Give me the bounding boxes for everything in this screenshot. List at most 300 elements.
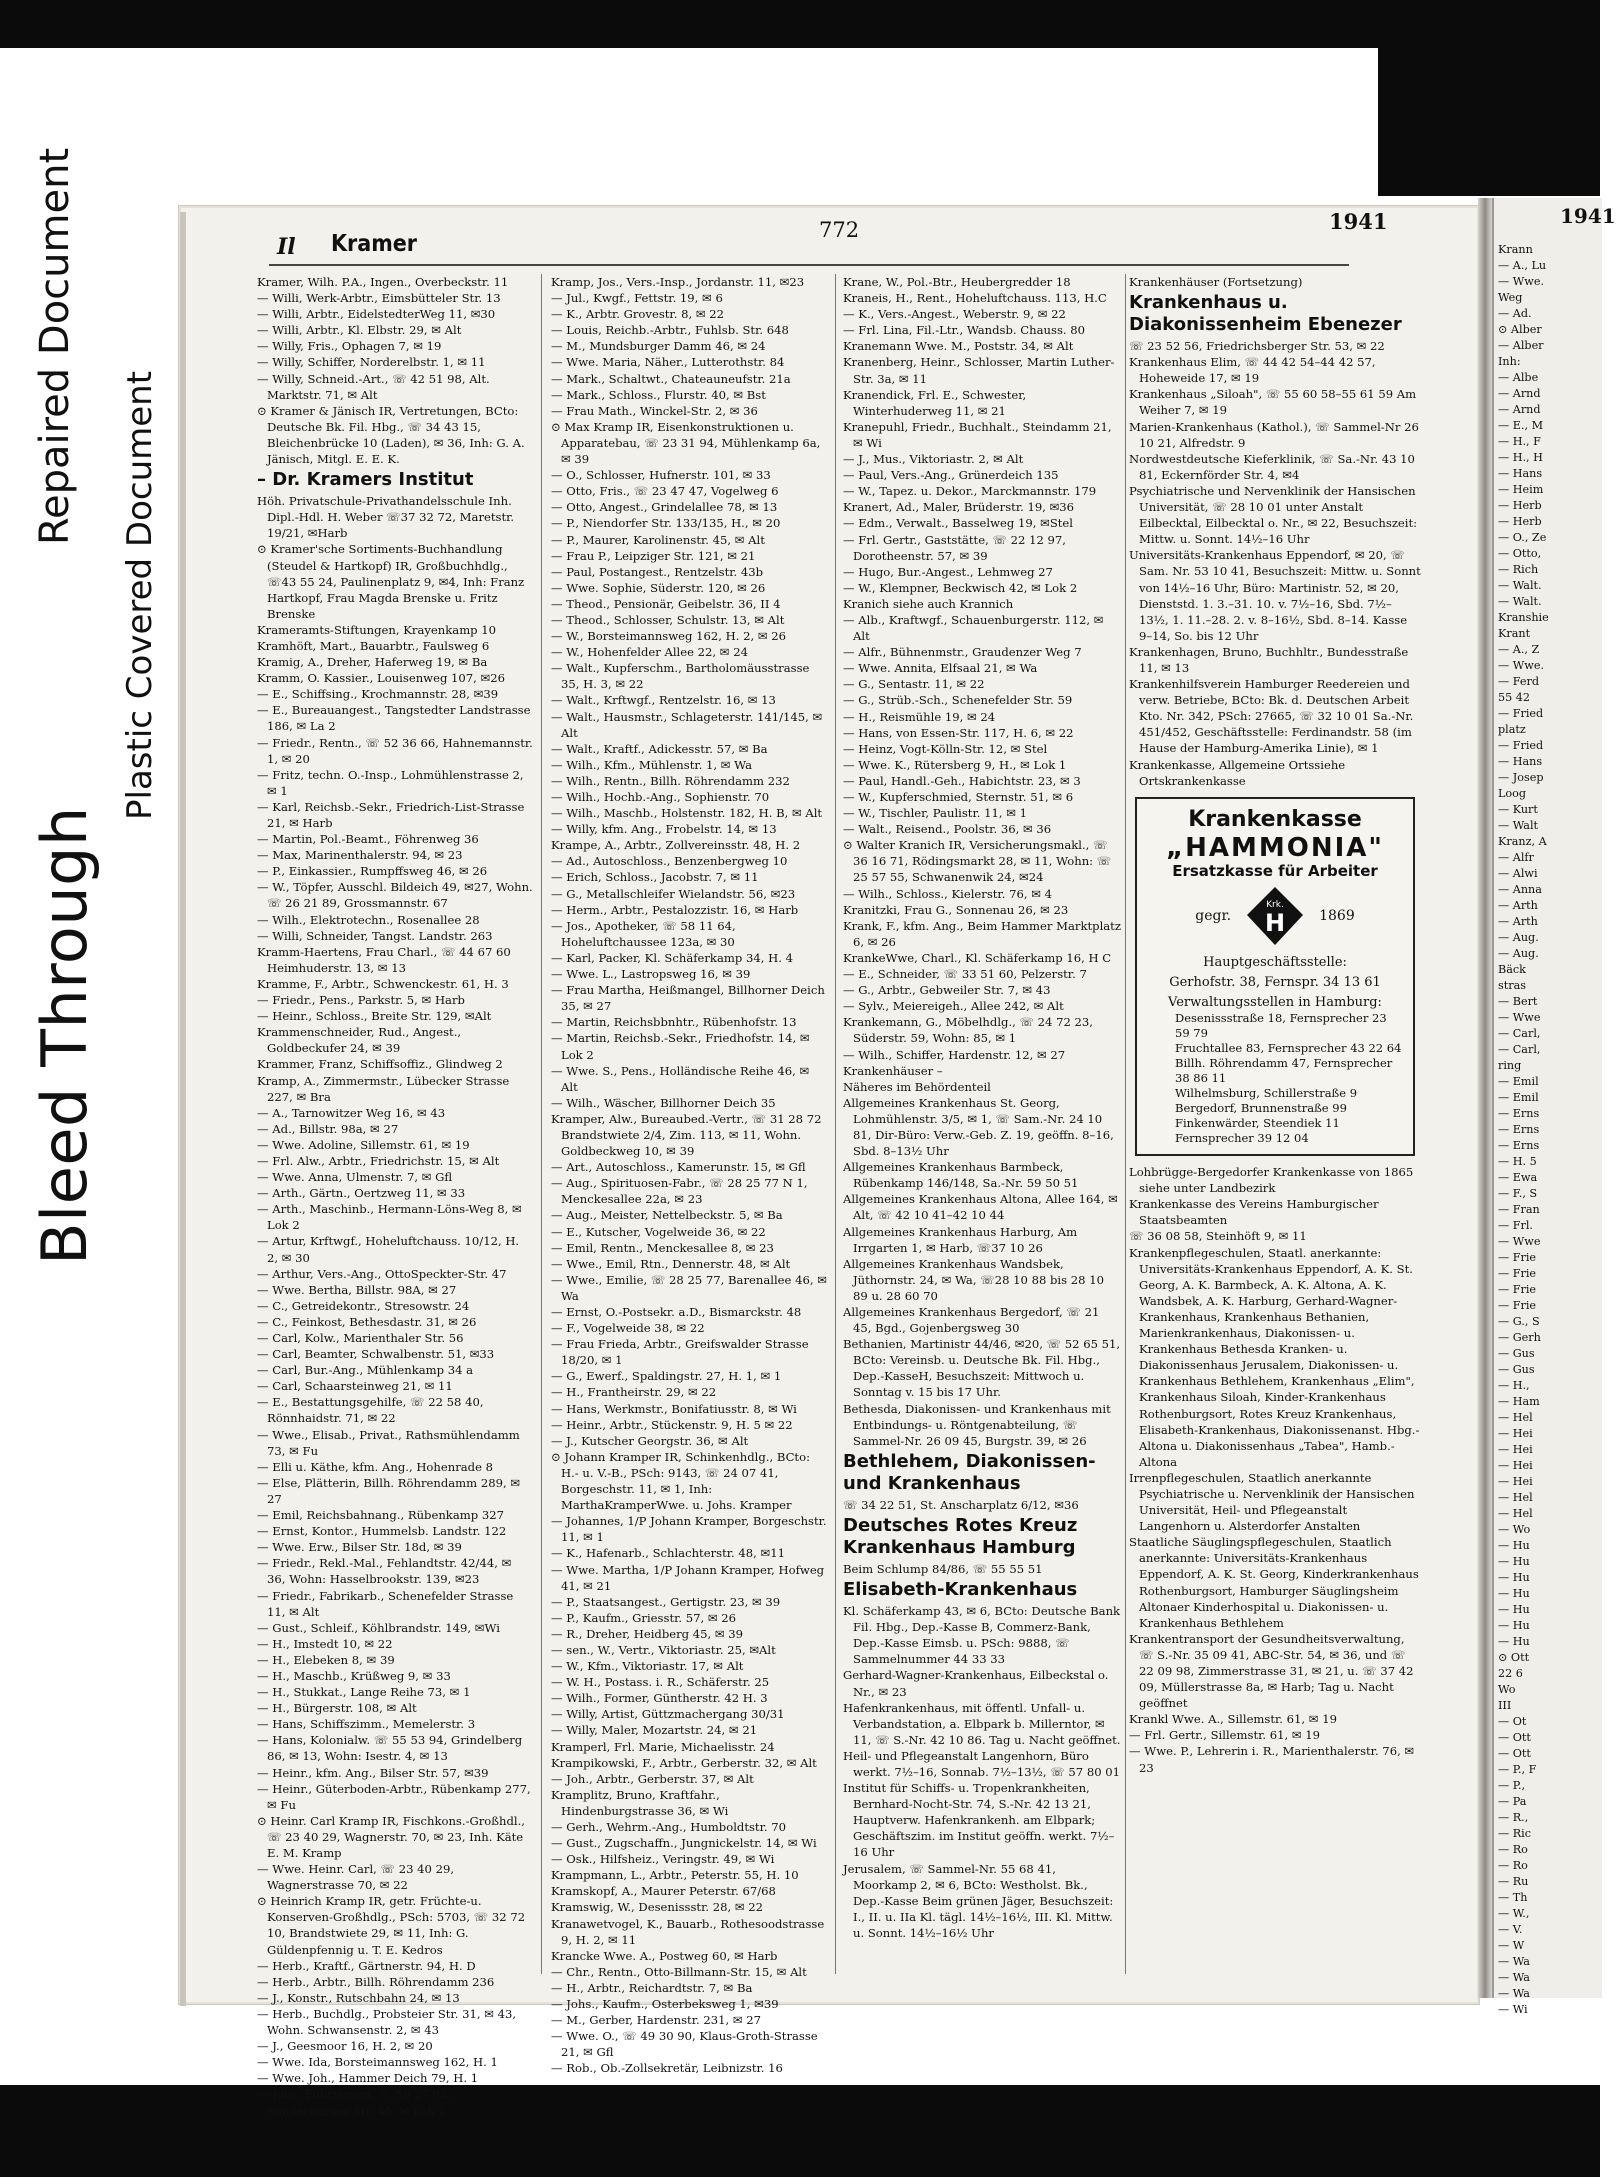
facing-line: — Arnd: [1498, 403, 1541, 416]
directory-entry: Kraneis, H., Rent., Hoheluftchauss. 113, H.C: [843, 291, 1107, 306]
directory-entry: — Friedr., Rekl.-Mal., Fehlandtstr. 42/44, ✉ 36, Wohn: Hasselbrookstr. 139, ✉23: [257, 1556, 512, 1587]
facing-line: — Otto,: [1498, 547, 1542, 560]
directory-entry: Krankemann, G., Möbelhdlg., ☏ 24 72 23, Süderstr. 59, Wohn: 85, ✉ 1: [843, 1015, 1093, 1046]
directory-entry: Bergedorf, Brunnenstraße 99: [1175, 1101, 1347, 1116]
facing-line: — Arth: [1498, 915, 1538, 928]
facing-line: ⊙ Alber: [1498, 323, 1542, 336]
facing-line: ring: [1498, 1059, 1522, 1072]
directory-entry: — Carl, Schaarsteinweg 21, ✉ 11: [257, 1379, 453, 1394]
directory-entry: ☏ 34 22 51, St. Anscharplatz 6/12, ✉36: [843, 1497, 1079, 1512]
facing-line: — O., Ze: [1498, 531, 1547, 544]
directory-entry: Allgemeines Krankenhaus Wandsbek, Jüthornstr. 24, ✉ Wa, ☏28 10 88 bis 28 10 89 u. 28 60 70: [843, 1256, 1104, 1303]
directory-entry: Näheres im Behördenteil: [843, 1079, 991, 1094]
directory-entry: Krankl Wwe. A., Sillemstr. 61, ✉ 19: [1129, 1712, 1337, 1727]
directory-entry: — Jos., Apotheker, ☏ 58 11 64, Hoheluftchaussee 123a, ✉ 30: [551, 918, 736, 949]
facing-line: — Kurt: [1498, 803, 1538, 816]
directory-entry: — Else, Plätterin, Billh. Röhrendamm 289, ✉ 27: [257, 1475, 521, 1506]
directory-entry: — Heinr., kfm. Ang., Bilser Str. 57, ✉39: [257, 1765, 489, 1780]
directory-entry: — Max, Marinenthalerstr. 94, ✉ 23: [257, 848, 463, 863]
directory-entry: — Walt., Reisend., Poolstr. 36, ✉ 36: [843, 822, 1052, 837]
directory-entry: Krankenhäuser –: [843, 1063, 943, 1078]
directory-entry: — Wwe., Emil, Rtn., Dennerstr. 48, ✉ Alt: [551, 1256, 791, 1271]
directory-entry: — K., Arbtr. Grovestr. 8, ✉ 22: [551, 307, 724, 322]
facing-line: — H., F: [1498, 435, 1541, 448]
directory-entry: Lohbrügge-Bergedorfer Krankenkasse von 1865 siehe unter Landbezirk: [1129, 1165, 1414, 1196]
directory-entry: — Wwe. Heinr. Carl, ☏ 23 40 29, Wagnerstrasse 70, ✉ 22: [257, 1862, 455, 1893]
facing-line: — Hel: [1498, 1507, 1533, 1520]
facing-line: — Walt.: [1498, 595, 1542, 608]
directory-entry: — Frl. Lina, Fil.-Ltr., Wandsb. Chauss. 80: [843, 323, 1086, 338]
facing-line: — Alfr: [1498, 851, 1534, 864]
column-1: [257, 274, 533, 2118]
directory-entry: Jerusalem, ☏ Sammel-Nr. 55 68 41, Moorkamp 2, ✉ 6, BCto: Westholst. Bk., Dep.-Kasse Beim grünen Jäger, Besuchszeit: I., II. u. IIa Kl. tägl. 14½–16½, III. Kl. Mittw. u. Sonnt. 14½–16½ Uhr: [843, 1861, 1114, 1940]
facing-line: — Wa: [1498, 1987, 1530, 2000]
directory-entry: — P., Kaufm., Griesstr. 57, ✉ 26: [551, 1610, 737, 1625]
directory-entry: — Edm., Verwalt., Basselweg 19, ✉Stel: [843, 516, 1073, 531]
directory-entry: — Heinz, Vogt-Kölln-Str. 12, ✉ Stel: [843, 741, 1048, 756]
directory-entry: — Walt., Hausmstr., Schlageterstr. 141/145, ✉ Alt: [551, 709, 823, 740]
directory-entry: — Willy, kfm. Ang., Frobelstr. 14, ✉ 13: [551, 822, 777, 837]
directory-entry: ⊙ Kramer'sche Sortiments-Buchhandlung (Steudel & Hartkopf) IR, Großbuchhdlg., ☏43 55 24, Paulinenplatz 9, ✉4, Inh: Franz Hartkopf, Frau Magda Brenske u. Fritz Brenske: [257, 542, 525, 621]
directory-entry: — Heinr., Güterboden-Arbtr., Rübenkamp 277, ✉ Fu: [257, 1781, 531, 1812]
facing-line: — Ru: [1498, 1875, 1529, 1888]
directory-entry: — W., Klempner, Beckwisch 42, ✉ Lok 2: [843, 580, 1078, 595]
facing-line: stras: [1498, 979, 1526, 992]
directory-entry: — Ad., Autoschloss., Benzenbergweg 10: [551, 854, 788, 869]
column-separator: [541, 274, 542, 1974]
directory-entry: — Martin, Reichsbbnhtr., Rübenhofstr. 13: [551, 1015, 797, 1030]
directory-entry: — Theod., Pensionär, Geibelstr. 36, II 4: [551, 596, 781, 611]
facing-line: — Ad.: [1498, 307, 1532, 320]
directory-entry: Allgemeines Krankenhaus St. Georg, Lohmühlenstr. 3/5, ✉ 1, ☏ Sam.-Nr. 24 10 81, Dir-Büro: Verw.-Geb. Z. 19, geöffn. 8–16, Sbd. 8–13½ Uhr: [843, 1095, 1114, 1159]
directory-entry: — Carl, Kolw., Marienthaler Str. 56: [257, 1331, 464, 1345]
directory-entry: — G., Sentastr. 11, ✉ 22: [843, 677, 985, 692]
directory-entry: Kramperl, Frl. Marie, Michaelisstr. 24: [551, 1739, 775, 1754]
facing-line: — A., Lu: [1498, 259, 1547, 272]
facing-line: — G., S: [1498, 1315, 1540, 1328]
directory-entry: — G., Strüb.-Sch., Schenefelder Str. 59: [843, 693, 1073, 708]
directory-entry: Krampmann, L., Arbtr., Peterstr. 55, H. 10: [551, 1868, 799, 1883]
directory-entry: Kramm, O. Kassier., Louisenweg 107, ✉26: [257, 671, 506, 686]
directory-entry: — P., Maurer, Karolinenstr. 45, ✉ Alt: [551, 532, 765, 547]
directory-entry: — Arthur, Vers.-Ang., OttoSpeckter-Str. 47: [257, 1266, 507, 1281]
facing-line: — Aug.: [1498, 947, 1539, 960]
facing-line: — Hu: [1498, 1635, 1530, 1648]
directory-entry: — Carl, Bur.-Ang., Mühlenkamp 34 a: [257, 1363, 474, 1378]
directory-entry: — Friedr., Pens., Parkstr. 5, ✉ Harb: [257, 993, 465, 1008]
directory-entry: — P., Staatsangest., Gertigstr. 23, ✉ 39: [551, 1594, 781, 1609]
directory-entry: — J., Geesmoor 16, H. 2, ✉ 20: [257, 2039, 433, 2054]
ad-hq-title: Hauptgeschäftsstelle:: [1203, 954, 1347, 970]
directory-entry: — Gerh., Wehrm.-Ang., Humboldtstr. 70: [551, 1820, 786, 1834]
directory-entry: — Johs., Kaufm., Osterbeksweg 1, ✉39: [551, 1997, 779, 2012]
directory-entry: — Gust., Schleif., Köhlbrandstr. 149, ✉Wi: [257, 1620, 500, 1635]
facing-line: — Ewa: [1498, 1171, 1538, 1184]
facing-line: — P.,: [1498, 1779, 1526, 1792]
directory-entry: — Sylv., Meiereigeh., Allee 242, ✉ Alt: [843, 999, 1064, 1014]
directory-entry: — Erich, Schloss., Jacobstr. 7, ✉ 11: [551, 870, 759, 885]
facing-line: — Hans: [1498, 755, 1543, 768]
directory-entry: Heil- und Pflegeanstalt Langenhorn, Büro werkt. 7½–16, Sonnab. 7½–13½, ☏ 57 80 01: [843, 1748, 1121, 1779]
directory-entry: — Wilh., Kfm., Mühlenstr. 1, ✉ Wa: [551, 757, 752, 772]
directory-entry: — Wilh., Maschb., Holstenstr. 182, H. B, ✉ Alt: [551, 806, 823, 821]
directory-entry: Krampe, A., Arbtr., Zollvereinsstr. 48, H. 2: [551, 838, 801, 853]
directory-entry: — Paul, Handl.-Geh., Habichtstr. 23, ✉ 3: [843, 773, 1081, 788]
directory-entry: Bethanien, Martinistr 44/46, ✉20, ☏ 52 65 51, BCto: Vereinsb. u. Deutsche Bk. Fil. Hbg., Dep.-KasseH, Besuchszeit: Mittwoch u. Sonntag v. 15 bis 17 Uhr.: [843, 1337, 1121, 1400]
directory-entry: Krameramts-Stiftungen, Krayenkamp 10: [257, 622, 497, 637]
column-4-top: [1129, 274, 1421, 789]
directory-entry: Krankenhagen, Bruno, Buchhltr., Bundesstraße 11, ✉ 13: [1129, 644, 1409, 675]
directory-entry: Deutsches Rotes Kreuz Krankenhaus Hamburg: [843, 1514, 1078, 1558]
directory-entry: — W., Töpfer, Ausschl. Bildeich 49, ✉27, Wohn. ☏ 26 21 89, Grossmannstr. 67: [257, 880, 533, 911]
directory-entry: ☏ 23 52 56, Friedrichsberger Str. 53, ✉ 22: [1129, 339, 1385, 354]
directory-entry: Fruchtallee 83, Fernsprecher 43 22 64: [1175, 1041, 1402, 1056]
directory-entry: — Chr., Rentn., Otto-Billmann-Str. 15, ✉ Alt: [551, 1964, 807, 1979]
directory-entry: — Frl. Alw., Arbtr., Friedrichstr. 15, ✉ Alt: [257, 1153, 500, 1168]
directory-entry: — Karl, Packer, Kl. Schäferkamp 34, H. 4: [551, 950, 793, 965]
facing-line: — Frie: [1498, 1267, 1537, 1280]
directory-entry: — Louis, Reichb.-Arbtr., Fuhlsb. Str. 648: [551, 323, 789, 338]
directory-entry: — Wwe. Anna, Ulmenstr. 7, ✉ Gfl: [257, 1170, 453, 1185]
directory-entry: — A., Tarnowitzer Weg 16, ✉ 43: [257, 1105, 446, 1120]
directory-entry: — Alfr., Bühnenmstr., Graudenzer Weg 7: [843, 645, 1082, 660]
directory-entry: — Friedr., Rentn., ☏ 52 36 66, Hahnemannstr. 1, ✉ 20: [257, 735, 533, 766]
facing-line: — W: [1498, 1939, 1525, 1952]
facing-line: — H., H: [1498, 451, 1543, 464]
facing-line: — H. 5: [1498, 1155, 1537, 1168]
ad-line-3: Ersatzkasse für Arbeiter: [1172, 861, 1378, 880]
directory-entry: Kranawetvogel, K., Bauarb., Rothesoodstrasse 9, H. 2, ✉ 11: [551, 1916, 825, 1947]
directory-entry: — H., Frantheirstr. 29, ✉ 22: [551, 1385, 717, 1400]
directory-entry: — G., Arbtr., Gebweiler Str. 7, ✉ 43: [843, 983, 1051, 998]
facing-line: — Bert: [1498, 995, 1538, 1008]
ad-branches: [1147, 1011, 1403, 1146]
facing-line: — A., Z: [1498, 643, 1540, 656]
directory-entry: — Wwe. O., ☏ 49 30 90, Klaus-Groth-Strasse 21, ✉ Gfl: [551, 2029, 818, 2060]
directory-entry: — Wwe. Joh., Hammer Deich 79, H. 1: [257, 2071, 479, 2086]
label-plastic-covered-document: Plastic Covered Document: [120, 370, 160, 820]
directory-entry: Wilhelmsburg, Schillerstraße 9: [1175, 1086, 1358, 1101]
facing-line: — Hans: [1498, 467, 1543, 480]
hammonia-advertisement: [1135, 797, 1415, 1156]
facing-line: Bäck: [1498, 963, 1526, 976]
facing-page: [1492, 198, 1616, 2016]
directory-entry: — J., Kutscher Georgstr. 36, ✉ Alt: [551, 1433, 749, 1448]
directory-entry: — Wilh., Schiffer, Hardenstr. 12, ✉ 27: [843, 1047, 1066, 1062]
facing-line: — V.: [1498, 1923, 1523, 1936]
directory-entry: — Wilh., Former, Güntherstr. 42 H. 3: [551, 1691, 768, 1706]
directory-entry: Kranich siehe auch Krannich: [843, 596, 1014, 611]
directory-entry: — K., Hafenarb., Schlachterstr. 48, ✉11: [551, 1546, 785, 1561]
directory-entry: — W., Tischler, Paulistr. 11, ✉ 1: [843, 806, 1028, 821]
facing-line: — Hei: [1498, 1427, 1533, 1440]
directory-entry: ⊙ Walter Kranich IR, Versicherungsmakl., ☏ 36 16 71, Rödingsmarkt 28, ✉ 11, Wohn: ☏ 25 57 55, Schwanenwik 24, ✉24: [843, 838, 1112, 885]
directory-entry: — Ernst, O.-Postsekr. a.D., Bismarckstr. 48: [551, 1305, 802, 1319]
directory-entry: — Osk., Hilfsheiz., Veringstr. 49, ✉ Wi: [551, 1852, 775, 1867]
facing-line: — Ric: [1498, 1827, 1532, 1840]
directory-entry: — Wilh., Schloss., Kielerstr. 76, ✉ 4: [843, 886, 1052, 901]
column-separator: [835, 274, 836, 1974]
directory-entry: Kramswig, W., Desenissstr. 28, ✉ 22: [551, 1900, 763, 1915]
directory-entry: ⊙ Johann Kramper IR, Schinkenhdlg., BCto: H.- u. V.-B., PSch: 9143, ☏ 24 07 41, Borgeschstr. 11, ✉ 1, Inh: MarthaKramperWwe. u. Johs. Kramper: [551, 1449, 810, 1513]
directory-entry: — Wwe. K., Rütersberg 9, H., ✉ Lok 1: [843, 757, 1067, 772]
directory-entry: — Emil, Rentn., Menckesallee 8, ✉ 23: [551, 1240, 774, 1255]
directory-entry: — Fritz, techn. O.-Insp., Lohmühlenstrasse 2, ✉ 1: [257, 767, 524, 798]
directory-entry: — Alb., Kraftwgf., Schauenburgerstr. 112, ✉ Alt: [843, 612, 1104, 644]
facing-line: — Hei: [1498, 1459, 1533, 1472]
facing-line: — W.,: [1498, 1907, 1530, 1920]
facing-line: — Wwe: [1498, 1235, 1541, 1248]
directory-entry: — Artur, Krftwgf., Hoheluftchauss. 10/12, H. 2, ✉ 30: [257, 1234, 520, 1265]
directory-entry: Kramp, A., Zimmermstr., Lübecker Strasse 227, ✉ Bra: [257, 1073, 510, 1104]
column-4: [1129, 274, 1421, 1974]
facing-line: — Fran: [1498, 1203, 1540, 1216]
facing-line: — Gus: [1498, 1363, 1535, 1376]
directory-entry: — Wwe. S., Pens., Holländische Reihe 46, ✉ Alt: [551, 1063, 810, 1094]
directory-entry: Krank, F., kfm. Ang., Beim Hammer Marktplatz 6, ✉ 26: [843, 918, 1121, 949]
directory-entry: — Otto, Fris., ☏ 23 47 47, Vogelweg 6: [551, 484, 779, 499]
header-rule: [269, 264, 1349, 266]
directory-entry: — E., Kutscher, Vogelweide 36, ✉ 22: [551, 1224, 766, 1239]
directory-entry: — Wwe. L., Lastropsweg 16, ✉ 39: [551, 967, 751, 982]
directory-entry: — P., Niendorfer Str. 133/135, H., ✉ 20: [551, 516, 781, 531]
logo-top-text: Krk.: [1266, 899, 1284, 910]
ad-line-2: „HAMMONIA": [1166, 832, 1384, 863]
directory-entry: Krancke Wwe. A., Postweg 60, ✉ Harb: [551, 1948, 778, 1963]
directory-entry: Kramme, F., Arbtr., Schwenckestr. 61, H. 3: [257, 976, 509, 991]
facing-line: — Herb: [1498, 515, 1542, 528]
facing-line: Wo: [1498, 1683, 1516, 1696]
directory-entry: Allgemeines Krankenhaus Harburg, Am Irrgarten 1, ✉ Harb, ☏37 10 26: [843, 1224, 1078, 1255]
facing-line: — Walt: [1498, 819, 1539, 832]
directory-entry: Kranitzki, Frau G., Sonnenau 26, ✉ 23: [843, 902, 1069, 917]
facing-line: — Fried: [1498, 739, 1544, 752]
directory-entry: — H., Elebeken 8, ✉ 39: [257, 1652, 395, 1667]
facing-line: — Hu: [1498, 1555, 1530, 1568]
ad-year: 1869: [1319, 907, 1355, 924]
directory-entry: Krampikowski, F., Arbtr., Gerberstr. 32, ✉ Alt: [551, 1755, 817, 1770]
facing-line: — Anna: [1498, 883, 1542, 896]
directory-entry: — Wwe. Adoline, Sillemstr. 61, ✉ 19: [257, 1137, 470, 1152]
facing-line: — Hu: [1498, 1587, 1530, 1600]
facing-line: — Erns: [1498, 1107, 1540, 1120]
facing-line: — Wwe.: [1498, 659, 1544, 672]
directory-entry: — W., Tapez. u. Dekor., Marckmannstr. 179: [843, 484, 1097, 499]
page-year: 1941: [1329, 209, 1388, 234]
facing-line: — Emil: [1498, 1075, 1539, 1088]
directory-entry: — M., Mundsburger Damm 46, ✉ 24: [551, 339, 766, 354]
scan-border-top: [0, 0, 1600, 48]
facing-page-year: 1941: [1560, 204, 1616, 228]
directory-entry: Krankenhaus „Siloah", ☏ 55 60 58–55 61 59 Am Weiher 7, ✉ 19: [1129, 387, 1417, 418]
facing-line: — Ham: [1498, 1395, 1540, 1408]
column-4-bottom: [1129, 1164, 1421, 1776]
directory-entry: Universitäts-Krankenhaus Eppendorf, ✉ 20, ☏ Sam. Nr. 53 10 41, Besuchszeit: Mittw. u. Sonnt von 14½–16 Uhr, Büro: Martinistr. 52, ✉ 20, Dienststd. 1. 3.–31. 10. v. 7½–16, Sbd. 7½–13½, 1. 11.–28. 2. v. 8–16½, Sbd. 8–14. Kasse 9–14, So. bis 12 Uhr: [1129, 548, 1421, 643]
scan-border-right: [1378, 48, 1600, 196]
directory-entry: — E., Bestattungsgehilfe, ☏ 22 58 40, Rönnhaidstr. 71, ✉ 22: [257, 1395, 484, 1426]
facing-line: Weg: [1498, 291, 1523, 304]
directory-entry: Kramskopf, A., Maurer Peterstr. 67/68: [551, 1884, 776, 1899]
directory-entry: — E., Schiffsing., Krochmannstr. 28, ✉39: [257, 687, 499, 702]
directory-entry: — Wwe. Bertha, Billstr. 98A, ✉ 27: [257, 1282, 457, 1297]
directory-entry: Kranendick, Frl. E., Schwester, Winterhuderweg 11, ✉ 21: [843, 387, 1027, 418]
directory-entry: — Wwe. Maria, Näher., Lutterothstr. 84: [551, 355, 785, 370]
ad-hq-address: Gerhofstr. 38, Fernspr. 34 13 61: [1169, 974, 1381, 990]
directory-entry: — Wwe. P., Lehrerin i. R., Marienthalerstr. 76, ✉ 23: [1129, 1744, 1415, 1775]
directory-entry: ☏ 36 08 58, Steinhöft 9, ✉ 11: [1129, 1229, 1307, 1244]
facing-line: — Alwi: [1498, 867, 1538, 880]
directory-entry: Marien-Krankenhaus (Kathol.), ☏ Sammel-Nr 26 10 21, Alfredstr. 9: [1129, 419, 1419, 450]
facing-line: — Frie: [1498, 1251, 1537, 1264]
facing-line: — Hu: [1498, 1619, 1530, 1632]
directory-entry: Krane, W., Pol.-Btr., Heubergredder 18: [843, 275, 1071, 289]
directory-entry: — W., Kupferschmied, Sternstr. 51, ✉ 6: [843, 790, 1074, 804]
directory-entry: — Heinr., Arbtr., Stückenstr. 9, H. 5 ✉ 22: [551, 1417, 793, 1432]
facing-line: — Wo: [1498, 1523, 1531, 1536]
directory-entry: — Carl, Beamter, Schwalbenstr. 51, ✉33: [257, 1347, 495, 1362]
facing-line: — Wwe.: [1498, 275, 1544, 288]
directory-entry: — Elli u. Käthe, kfm. Ang., Hohenrade 8: [257, 1459, 494, 1474]
facing-line: — Hu: [1498, 1603, 1530, 1616]
facing-line: — Rich: [1498, 563, 1539, 576]
directory-entry: — C., Feinkost, Bethesdastr. 31, ✉ 26: [257, 1314, 477, 1329]
directory-entry: — Willi, Arbtr., Kl. Elbstr. 29, ✉ Alt: [257, 323, 462, 338]
directory-entry: — Frl. Gertr., Gaststätte, ☏ 22 12 97, Dorotheenstr. 57, ✉ 39: [843, 532, 1066, 563]
directory-entry: — H., Arbtr., Reichardtstr. 7, ✉ Ba: [551, 1980, 753, 1995]
facing-line: III: [1498, 1699, 1512, 1712]
directory-entry: — Frau Martha, Heißmangel, Billhorner Deich 35, ✉ 27: [551, 983, 825, 1014]
directory-entry: Gerhard-Wagner-Krankenhaus, Eilbeckstal o. Nr., ✉ 23: [843, 1668, 1109, 1699]
directory-entry: Kramm-Haertens, Frau Charl., ☏ 44 67 60 Heimhuderstr. 13, ✉ 13: [257, 944, 511, 975]
directory-entry: — sen., W., Vertr., Viktoriastr. 25, ✉Alt: [551, 1642, 776, 1657]
facing-line: — Ott: [1498, 1747, 1531, 1760]
directory-entry: ⊙ Heinrich Kramp IR, getr. Früchte-u. Konserven-Großhdlg., PSch: 5703, ☏ 32 72 10, Brandstwiete 29, ✉ 11, Inh: G. Güldenpfennig u. T. E. Kedros: [257, 1894, 526, 1957]
facing-line: — Hel: [1498, 1411, 1533, 1424]
facing-line: 22 6: [1498, 1667, 1523, 1680]
facing-line: — Gerh: [1498, 1331, 1541, 1344]
directory-entry: — Willi, Werk-Arbtr., Eimsbütteler Str. 13: [257, 291, 501, 306]
ad-line-1: Krankenkasse: [1188, 806, 1362, 832]
directory-entry: — Herb., Buchdlg., Probsteier Str. 31, ✉ 43, Wohn. Schwansenstr. 2, ✉ 43: [257, 2006, 517, 2038]
column-separator: [1125, 274, 1126, 1974]
facing-line: — Wa: [1498, 1971, 1530, 1984]
directory-entry: — Martin, Pol.-Beamt., Föhrenweg 36: [257, 832, 479, 847]
facing-line: — Hu: [1498, 1571, 1530, 1584]
directory-entry: Krankenhäuser (Fortsetzung): [1129, 275, 1303, 289]
directory-entry: — Mark., Schloss., Flurstr. 40, ✉ Bst: [551, 387, 766, 402]
directory-entry: — Wilh., Wäscher, Billhorner Deich 35: [551, 1095, 776, 1110]
directory-entry: — H., Imstedt 10, ✉ 22: [257, 1636, 393, 1651]
directory-entry: — Ernst, Kontor., Hummelsb. Landstr. 122: [257, 1524, 507, 1539]
directory-entry: — Karl, Reichsb.-Sekr., Friedrich-List-Strasse 21, ✉ Harb: [257, 799, 525, 830]
directory-entry: — Frl. Gertr., Sillemstr. 61, ✉ 19: [1129, 1728, 1321, 1743]
directory-entry: Bethesda, Diakonissen- und Krankenhaus mit Entbindungs- u. Röntgenabteilung, ☏ Sammel-Nr. 26 09 45, Burgstr. 39, ✉ 26: [843, 1401, 1111, 1448]
facing-line: — Erns: [1498, 1123, 1540, 1136]
facing-line: — Herb: [1498, 499, 1542, 512]
facing-line: — Arth: [1498, 899, 1538, 912]
directory-entry: — Willy, Artist, Güttzmachergang 30/31: [551, 1707, 785, 1722]
directory-entry: — J., Mus., Viktoriastr. 2, ✉ Alt: [843, 452, 1024, 467]
directory-entry: Krankenhaus u. Diakonissenheim Ebenezer: [1129, 292, 1402, 336]
directory-entry: Institut für Schiffs- u. Tropenkrankheiten, Bernhard-Nocht-Str. 74, S.-Nr. 42 13 21, Hauptverw. Hafenkrankenh. am Elbpark; Geschäftszim. im Institut geöffn. werkt. 7½–16 Uhr: [843, 1781, 1115, 1860]
facing-line: — Frl.: [1498, 1219, 1533, 1232]
facing-line: — Fried: [1498, 707, 1544, 720]
directory-entry: Krankenkasse des Vereins Hamburgischer Staatsbeamten: [1129, 1197, 1379, 1228]
directory-entry: — W., Borsteimannsweg 162, H. 2, ✉ 26: [551, 629, 787, 644]
directory-entry: — Frau P., Leipziger Str. 121, ✉ 21: [551, 548, 756, 563]
directory-entry: — Rob., Ob.-Zollsekretär, Leibnizstr. 16: [551, 2061, 783, 2076]
facing-line: — Frie: [1498, 1299, 1537, 1312]
page-number: 772: [819, 218, 860, 242]
directory-entry: — Frau Math., Winckel-Str. 2, ✉ 36: [551, 403, 758, 418]
directory-entry: — M., Gerber, Hardenstr. 231, ✉ 27: [551, 2013, 762, 2028]
directory-entry: Kranemann Wwe. M., Poststr. 34, ✉ Alt: [843, 339, 1074, 354]
label-bleed-through: Bleed Through: [28, 806, 101, 1265]
directory-entry: — Walt., Kraftf., Adickesstr. 57, ✉ Ba: [551, 741, 768, 756]
directory-entry: — J., Konstr., Rutschbahn 24, ✉ 13: [257, 1990, 460, 2005]
directory-entry: — Hans, Schiffszimm., Memelerstr. 3: [257, 1717, 476, 1732]
facing-line: — Hel: [1498, 1491, 1533, 1504]
directory-entry: — Walt., Kupferschm., Bartholomäusstrasse 35, H. 3, ✉ 22: [551, 661, 810, 692]
directory-entry: — Art., Autoschloss., Kamerunstr. 15, ✉ Gfl: [551, 1160, 806, 1175]
directory-entry: — Wwe. Sophie, Süderstr. 120, ✉ 26: [551, 580, 766, 595]
directory-entry: — Wilh., Rentn., Billh. Röhrendamm 232: [551, 773, 790, 788]
directory-entry: Desenissstraße 18, Fernsprecher 23 59 79: [1175, 1011, 1387, 1041]
directory-entry: — H., Maschb., Krüßweg 9, ✉ 33: [257, 1668, 451, 1683]
ad-gegr: gegr.: [1195, 907, 1232, 924]
directory-entry: Krankenhaus Elim, ☏ 44 42 54–44 42 57, Hoheweide 17, ✉ 19: [1129, 355, 1376, 386]
facing-line: — Aug.: [1498, 931, 1539, 944]
directory-entry: — E., Bureauangest., Tangstedter Landstrasse 186, ✉ La 2: [257, 703, 531, 734]
directory-entry: — E., Schneider, ☏ 33 51 60, Pelzerstr. 7: [843, 967, 1087, 982]
directory-entry: — Willi, Arbtr., EidelstedterWeg 11, ✉30: [257, 307, 496, 322]
section-letter: Il: [277, 234, 296, 260]
facing-line: — F., S: [1498, 1187, 1538, 1200]
directory-entry: Höh. Privatschule-Privathandelsschule Inh. Dipl.-Hdl. H. Weber ☏37 32 72, Maretstr. 19/21, ✉Harb: [257, 494, 515, 541]
directory-entry: — Friedr., Fabrikarb., Schenefelder Strasse 11, ✉ Alt: [257, 1588, 514, 1619]
facing-line: — Frie: [1498, 1283, 1537, 1296]
directory-entry: — G., Ewerf., Spaldingstr. 27, H. 1, ✉ 1: [551, 1369, 782, 1384]
directory-entry: Kramig, A., Dreher, Haferweg 19, ✉ Ba: [257, 655, 488, 670]
facing-line: — Heim: [1498, 483, 1544, 496]
directory-entry: — W., Kfm., Viktoriastr. 17, ✉ Alt: [551, 1659, 744, 1674]
directory-entry: — Otto, Angest., Grindelallee 78, ✉ 13: [551, 500, 778, 515]
directory-entry: ⊙ Kramer & Jänisch IR, Vertretungen, BCto: Deutsche Bk. Fil. Hbg., ☏ 34 43 15, Bleichenbrücke 10 (Laden), ✉ 36, Inh: G. A. Jänisch, Mitgl. E. E. K.: [257, 403, 525, 467]
directory-entry: — Hans, Werkmstr., Bonifatiusstr. 8, ✉ Wi: [551, 1401, 797, 1416]
directory-entry: — Herm., Arbtr., Pestalozzistr. 16, ✉ Harb: [551, 902, 799, 917]
directory-entry: — Willy, Schneid.-Art., ☏ 42 51 98, Alt. Marktstr. 71, ✉ Alt: [257, 371, 490, 402]
facing-line: ⊙ Ott: [1498, 1651, 1530, 1664]
scan-border-bottom: [0, 2085, 1600, 2177]
facing-line: platz: [1498, 723, 1526, 736]
facing-line: — Ott: [1498, 1731, 1531, 1744]
facing-line: — Th: [1498, 1891, 1528, 1904]
facing-line: — Wa: [1498, 1955, 1530, 1968]
directory-entry: — Wwe. Ida, Borsteimannsweg 162, H. 1: [257, 2055, 498, 2070]
directory-entry: Krankenkasse, Allgemeine Ortssiehe Ortskrankenkasse: [1129, 757, 1346, 788]
facing-line: — E., M: [1498, 419, 1544, 432]
directory-entry: — O., Schlosser, Hufnerstr. 101, ✉ 33: [551, 468, 771, 483]
facing-line: — Arnd: [1498, 387, 1541, 400]
directory-entry: — Willy, Maler, Mozartstr. 24, ✉ 21: [551, 1723, 758, 1738]
directory-entry: Allgemeines Krankenhaus Barmbeck, Rübenkamp 146/148, Sa.-Nr. 59 50 51: [843, 1160, 1079, 1191]
directory-entry: — Wwe. Martha, 1/P Johann Kramper, Hofweg 41, ✉ 21: [551, 1562, 825, 1593]
facing-line: — R.,: [1498, 1811, 1529, 1824]
directory-entry: — Martin, Reichsb.-Sekr., Friedhofstr. 14, ✉ Lok 2: [551, 1031, 810, 1062]
directory-entry: — Willy, Fris., Ophagen 7, ✉ 19: [257, 339, 442, 354]
directory-entry: Kl. Schäferkamp 43, ✉ 6, BCto: Deutsche Bank Fil. Hbg., Dep.-Kasse B, Commerz-Bank, Dep.-Kasse Eimsb. u. PSch: 9888, ☏ Sammelnummer 44 33 33: [843, 1604, 1121, 1667]
facing-line: Kranshie: [1498, 611, 1549, 624]
